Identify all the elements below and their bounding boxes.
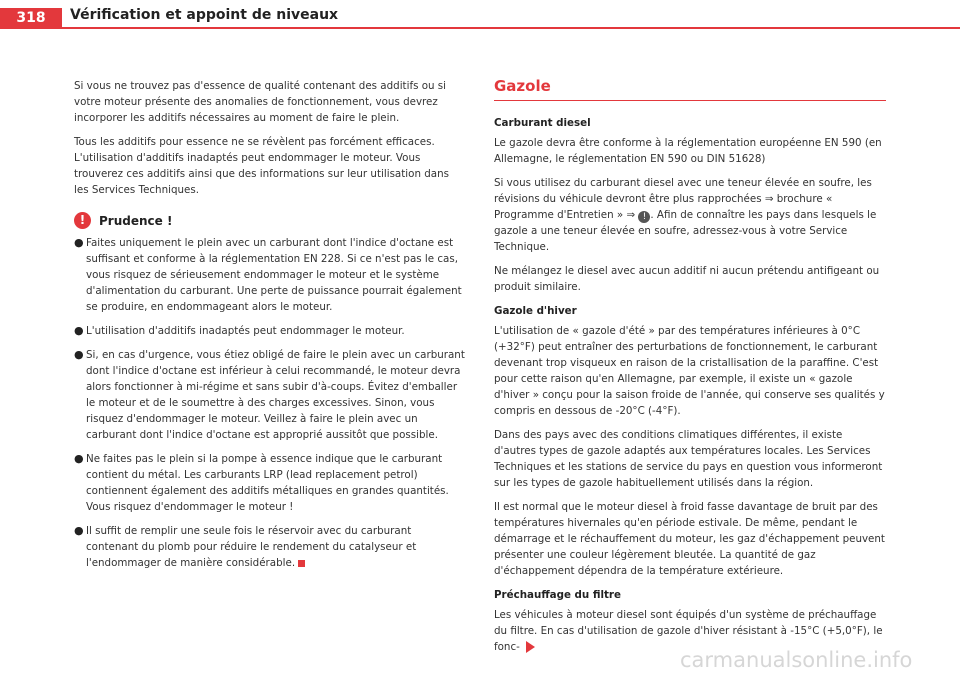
caution-title: Prudence ! <box>99 213 173 228</box>
additive-paragraph: Ne mélangez le diesel avec aucun additif ni aucun prétendu antifigeant ou produit similaire. <box>494 265 880 293</box>
cold-engine-paragraph: Il est normal que le moteur diesel à froid fasse davantage de bruit par des températures hivernales qu'en période estivale. De même, pendant le démarrage et le réchauffement du moteur, les gaz d'échappement peuvent présenter une couleur légèrement bleutée. La quantité de gaz d'échappement dépendra de la température extérieure. <box>494 501 885 577</box>
filter-text: Les véhicules à moteur diesel sont équipés d'un système de préchauffage du filtre. En cas d'utilisation de gazole d'hiver résistant à -15°C (+5,0°F), le fonc- <box>494 609 883 653</box>
bullet-icon: ● <box>74 348 84 361</box>
page-header <box>0 0 960 28</box>
section-end-icon <box>298 560 305 567</box>
diesel-norm-paragraph: Le gazole devra être conforme à la réglementation européenne EN 590 (en Allemagne, le réglementation EN 590 ou DIN 51628) <box>494 137 882 165</box>
sulfur-paragraph <box>494 175 886 255</box>
list-item <box>74 347 466 443</box>
continue-arrow-icon[interactable] <box>526 641 535 653</box>
subheading-filtre: Préchauffage du filtre <box>494 589 621 601</box>
bullet-text: Faites uniquement le plein avec un carburant dont l'indice d'octane est suffisant et conforme à la réglementation EN 228. Si ce n'est pas le cas, vous risquez de sérieusement endommager le moteur et le système d'alimentation du carburant. Une perte de puissance pourrait également se produire, en endommageant alors le moteur. <box>86 237 462 313</box>
list-item <box>74 451 466 515</box>
additives-paragraph: Tous les additifs pour essence ne se révèlent pas forcément efficaces. L'utilisation d'additifs inadaptés peut endommager le moteur. Vous trouverez ces additifs ainsi que des informations sur leur utilisation dans les Services Techniques. <box>74 136 449 196</box>
bullet-icon: ● <box>74 524 84 537</box>
bullet-icon: ● <box>74 236 84 249</box>
list-item <box>74 235 466 315</box>
list-item <box>74 523 466 571</box>
list-item <box>74 323 466 339</box>
bullet-text-last <box>86 523 466 571</box>
right-column <box>494 78 886 663</box>
sulfur-text-b: . Afin de connaître les pays dans lesquels le gazole a une teneur élevée en soufre, adressez-vous à votre Service Technique. <box>494 209 877 253</box>
bullet-icon: ● <box>74 324 84 337</box>
subheading-hiver: Gazole d'hiver <box>494 305 577 317</box>
page-number: 318 <box>0 8 62 28</box>
bullet-icon: ● <box>74 452 84 465</box>
bullet-text: Ne faites pas le plein si la pompe à essence indique que le carburant contient du métal. Les carburants LRP (lead replacement petrol) contiennent également des additifs métalliques en grandes quantités. Vous risquez d'endommager le moteur ! <box>86 453 449 513</box>
warning-icon: ! <box>74 212 91 229</box>
bullet-text: Si, en cas d'urgence, vous étiez obligé de faire le plein avec un carburant dont l'indice d'octane est inférieur à celui recommandé, le moteur devra alors fonctionner à mi-régime et sans subir d'à-coups. Évitez d'emballer le moteur et de le soumettre à des charges excessives. Sinon, vous risquez d'endommager le moteur. Veillez à faire le plein avec un carburant dont l'indice d'octane est approprié aussitôt que possible. <box>86 349 465 441</box>
watermark: carmanualsonline.info <box>680 648 913 672</box>
warning-ref-icon[interactable]: ! <box>638 211 650 223</box>
climate-paragraph: Dans des pays avec des conditions climatiques différentes, il existe d'autres types de gazole adaptés aux températures locales. Les Services Techniques et les stations de service du pays en question vous informeront sur les types de gazole habituellement utilisés dans la région. <box>494 429 883 489</box>
sulfur-text-a: Si vous utilisez du carburant diesel avec une teneur élevée en soufre, les révisions du véhicule devront être plus rapprochées ⇒ brochure « Programme d'Entretien » ⇒ <box>494 177 872 221</box>
left-column <box>74 78 466 579</box>
header-rule <box>0 27 960 29</box>
subheading-carburant: Carburant diesel <box>494 117 591 129</box>
caution-heading <box>74 212 466 229</box>
bullet-text: Il suffit de remplir une seule fois le réservoir avec du carburant contenant du plomb pour réduire le rendement du catalyseur et l'endommager de manière considérable. <box>86 525 417 569</box>
bullet-text: L'utilisation d'additifs inadaptés peut endommager le moteur. <box>86 325 405 337</box>
section-title: Vérification et appoint de niveaux <box>70 7 339 23</box>
title-rule <box>494 100 886 101</box>
intro-paragraph: Si vous ne trouvez pas d'essence de qualité contenant des additifs ou si votre moteur présente des anomalies de fonctionnement, vous devrez incorporer les additifs nécessaires au moment de faire le plein. <box>74 80 447 124</box>
gazole-title: Gazole <box>494 77 551 95</box>
winter-paragraph: L'utilisation de « gazole d'été » par des températures inférieures à 0°C (+32°F) peut entraîner des perturbations de fonctionnement, le carburant devenant trop visqueux en raison de la cristallisation de la paraffine. C'est pour cette raison qu'en Allemagne, par exemple, il existe un « gazole d'hiver » conçu pour la saison froide de l'année, qui conserve ses qualités y compris en dessous de -20°C (-4°F). <box>494 325 885 417</box>
